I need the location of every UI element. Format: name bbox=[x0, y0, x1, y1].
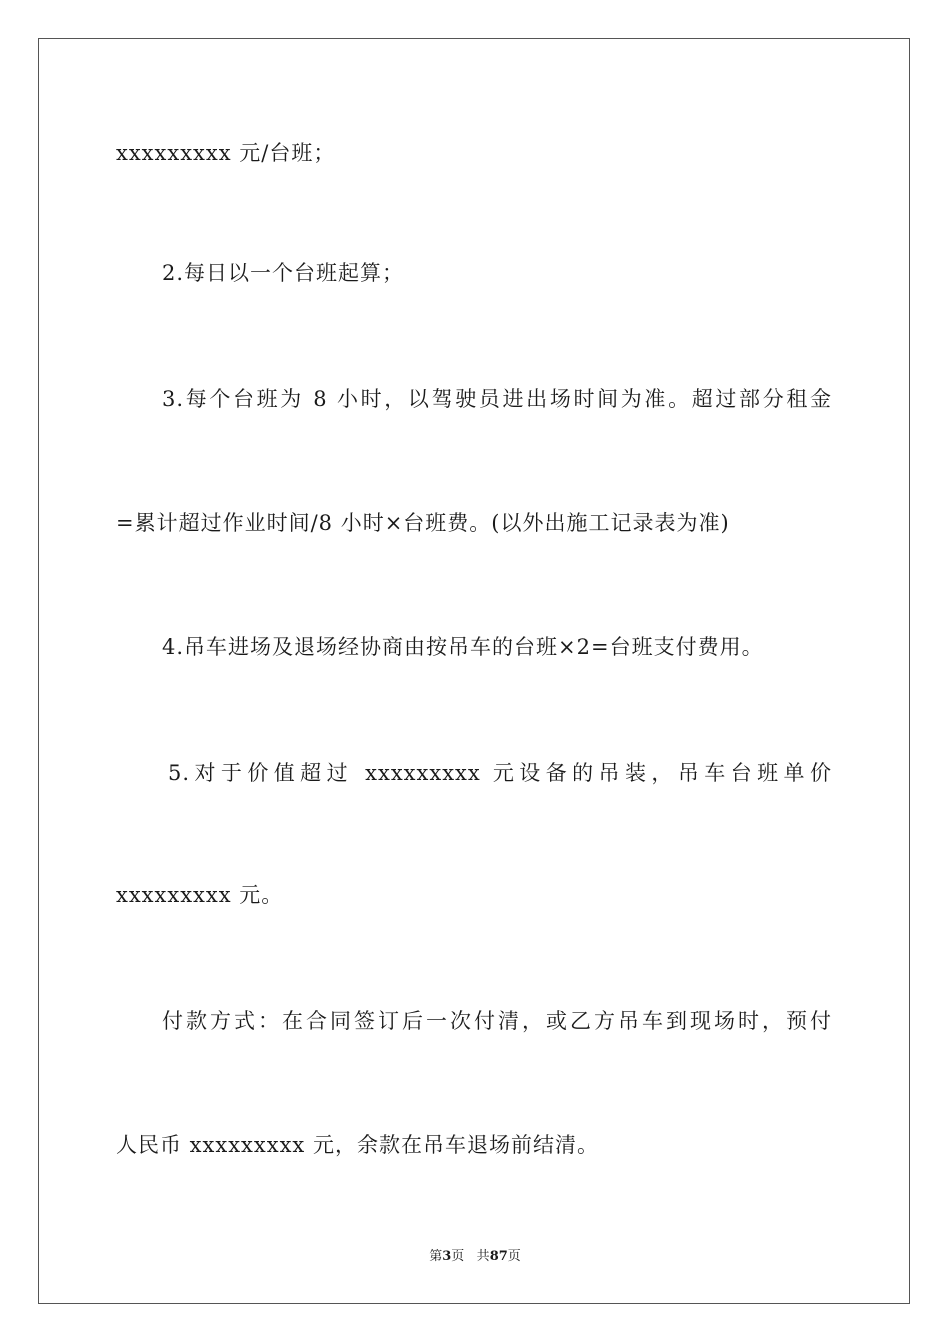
text-line-9: 人民币 xxxxxxxxx 元，余款在吊车退场前结清。 bbox=[116, 1133, 599, 1157]
text-line-1: xxxxxxxxx 元/台班； bbox=[116, 141, 336, 165]
footer-total-suffix: 页 bbox=[507, 1249, 521, 1264]
footer-page-prefix: 第 bbox=[429, 1249, 443, 1264]
footer-page-suffix: 页 bbox=[451, 1249, 465, 1264]
text-line-4: =累计超过作业时间/8 小时×台班费。(以外出施工记录表为准) bbox=[116, 511, 730, 535]
page-border bbox=[38, 38, 910, 1304]
text-line-8: 付款方式：在合同签订后一次付清，或乙方吊车到现场时，预付 bbox=[162, 1009, 832, 1033]
text-line-3: 3.每个台班为 8 小时，以驾驶员进出场时间为准。超过部分租金 bbox=[162, 387, 832, 411]
text-line-6: 5.对于价值超过 xxxxxxxxx 元设备的吊装，吊车台班单价 bbox=[168, 761, 832, 785]
text-line-5: 4.吊车进场及退场经协商由按吊车的台班×2=台班支付费用。 bbox=[162, 635, 764, 659]
text-line-7: xxxxxxxxx 元。 bbox=[116, 883, 284, 907]
footer-total-pages: 87 bbox=[489, 1249, 508, 1264]
footer-page-number: 3 bbox=[442, 1249, 452, 1264]
page-footer bbox=[0, 1248, 950, 1266]
text-line-2: 2.每日以一个台班起算； bbox=[162, 261, 405, 285]
footer-total-prefix: 共 bbox=[476, 1249, 490, 1264]
